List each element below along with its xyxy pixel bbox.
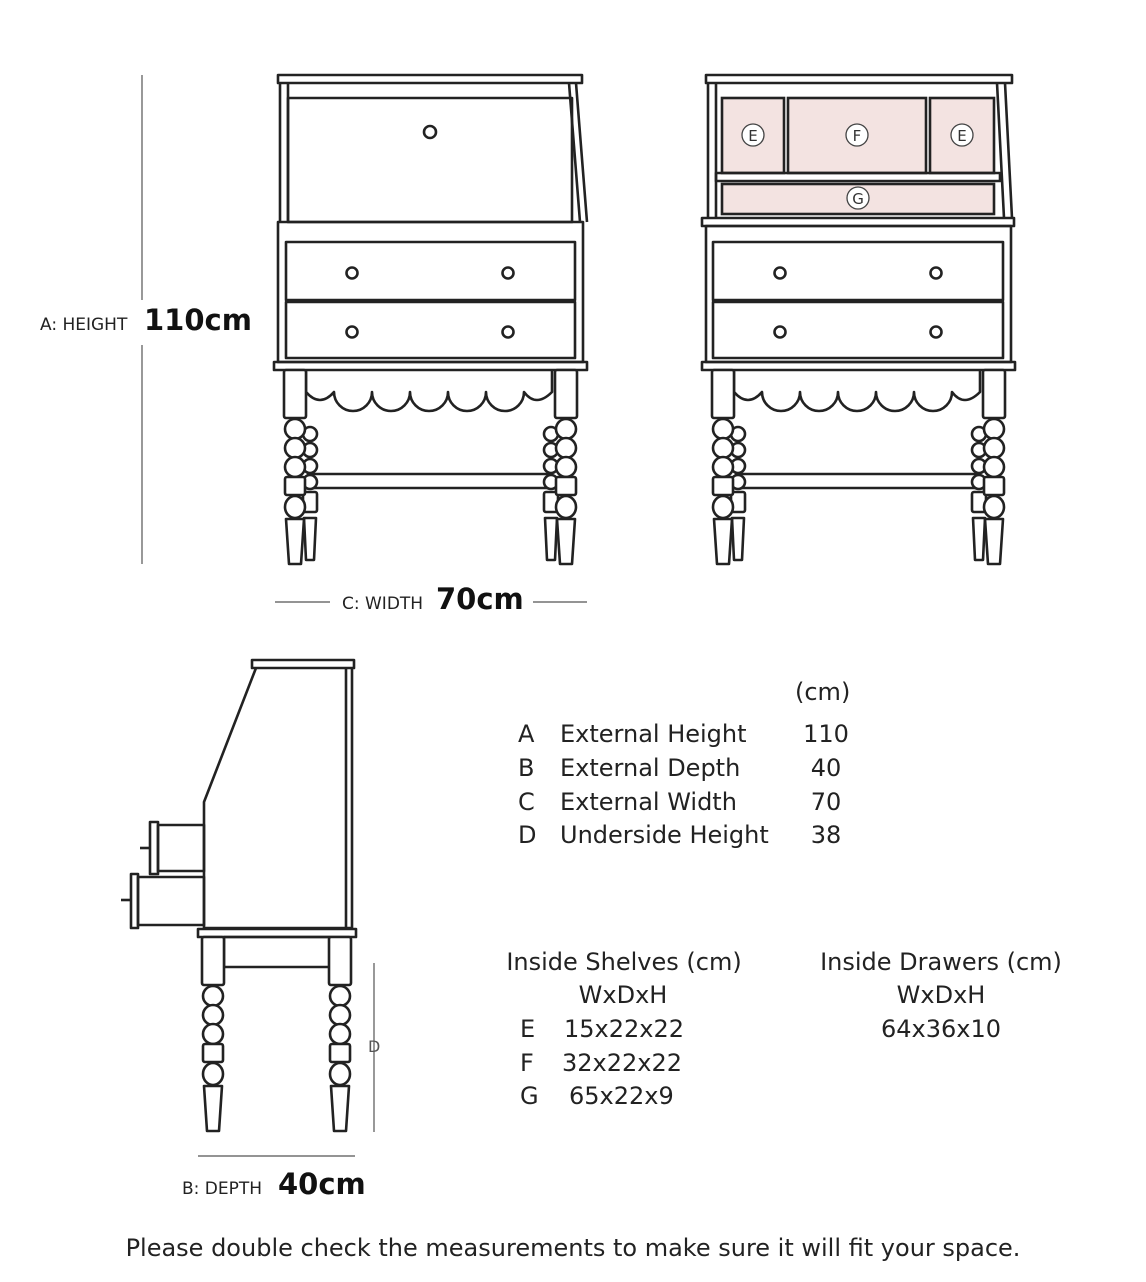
row-label: Underside Height <box>560 821 769 849</box>
row-label: External Width <box>560 788 737 816</box>
height-label: A: HEIGHT <box>40 315 128 335</box>
drawer-bottom-front <box>286 302 575 358</box>
compartment-f-label: F <box>852 127 862 145</box>
depth-value: 40cm <box>278 1167 366 1201</box>
width-label: C: WIDTH <box>342 594 424 614</box>
compartment-e-left-label: E <box>748 127 758 145</box>
shelf-size: 32x22x22 <box>562 1049 683 1077</box>
footer-note: Please double check the measurements to make sure it will fit your space. <box>125 1234 1021 1262</box>
drawer-top-front <box>286 242 575 300</box>
row-value: 110 <box>803 720 849 748</box>
side-view-bureau <box>121 660 356 1131</box>
row-label: External Depth <box>560 754 741 782</box>
height-value: 110cm <box>144 303 252 337</box>
shelf-size: 15x22x22 <box>564 1015 685 1043</box>
row-value: 40 <box>810 754 842 782</box>
shelves-title: Inside Shelves (cm) <box>506 948 742 976</box>
row-value: 70 <box>810 788 842 816</box>
compartment-g-label: G <box>852 190 864 208</box>
row-label: External Height <box>560 720 747 748</box>
row-key: B <box>518 754 535 782</box>
row-key: C <box>518 788 535 816</box>
shelf-size: 65x22x9 <box>569 1082 674 1110</box>
front-view-bureau <box>274 75 587 564</box>
drawers-size: 64x36x10 <box>880 1015 1002 1043</box>
underside-label: D <box>368 1037 381 1056</box>
compartment-e-right-label: E <box>957 127 967 145</box>
row-key: D <box>518 821 537 849</box>
row-key: A <box>518 720 535 748</box>
open-view-bureau <box>702 75 1015 564</box>
row-value: 38 <box>810 821 842 849</box>
unit-header: (cm) <box>795 678 851 706</box>
depth-label: B: DEPTH <box>182 1179 263 1199</box>
shelf-key: E <box>520 1015 536 1043</box>
shelf-key: G <box>520 1082 539 1110</box>
drawers-title: Inside Drawers (cm) <box>820 948 1062 976</box>
fall-front-knob <box>424 126 436 138</box>
width-value: 70cm <box>436 582 524 616</box>
shelf-key: F <box>520 1049 534 1077</box>
drawers-subtitle: WxDxH <box>896 981 986 1009</box>
shelves-subtitle: WxDxH <box>578 981 668 1009</box>
